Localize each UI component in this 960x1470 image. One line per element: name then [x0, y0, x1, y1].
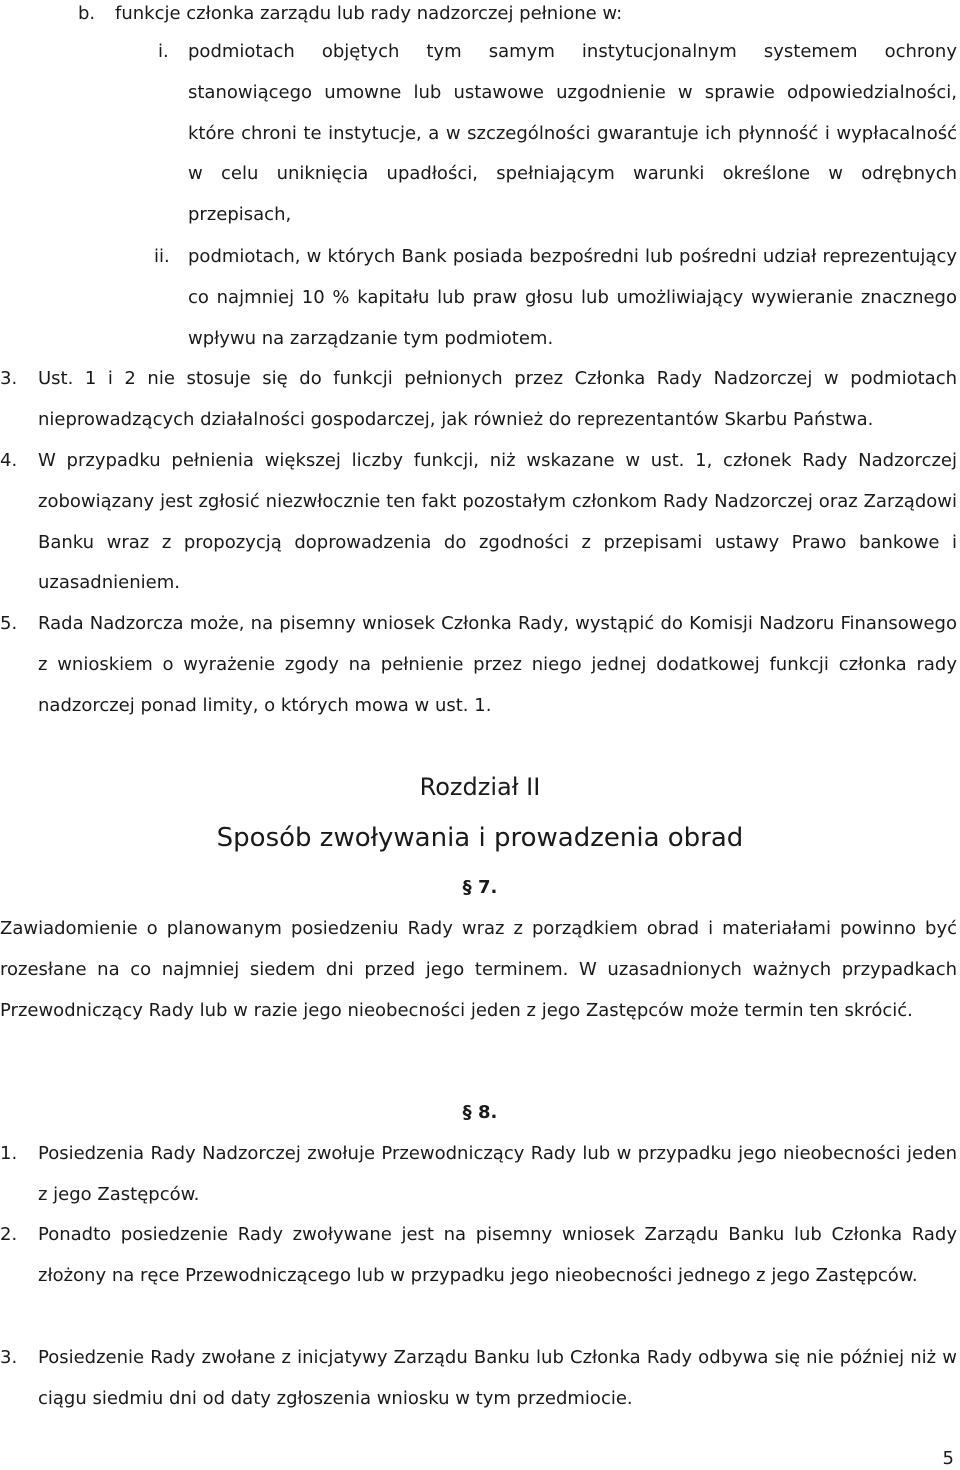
list-text: Posiedzenie Rady zwołane z inicjatywy Zarządu Banku lub Członka Rady odbywa się nie później niż w ciągu siedmiu dni od daty zgłoszenia wniosku w tym przedmiocie.	[38, 1347, 957, 1409]
list-item-b	[78, 0, 958, 28]
list-marker: ii.	[154, 246, 170, 267]
list-marker: i.	[158, 41, 169, 62]
list-text: funkcje członka zarządu lub rady nadzorczej pełnione w:	[115, 3, 623, 24]
chapter-heading: Rozdział II	[419, 773, 541, 801]
list-item-i	[158, 32, 957, 236]
section-8-label: § 8.	[462, 1102, 498, 1123]
list-marker: 3.	[0, 1347, 18, 1368]
list-marker: 1.	[0, 1143, 18, 1164]
section-7-paragraph: Zawiadomienie o planowanym posiedzeniu Rady wraz z porządkiem obrad i materiałami powinno być rozesłane na co najmniej siedem dni przed jego terminem. W uzasadnionych ważnych przypadkach Przewodniczący Rady lub w razie jego nieobecności jeden z jego Zastępców może termin ten skrócić.	[0, 918, 957, 1021]
list-marker: 3.	[0, 368, 18, 389]
chapter-title: Sposób zwoływania i prowadzenia obrad	[216, 823, 744, 853]
list-marker: b.	[78, 3, 96, 24]
list-text: Rada Nadzorcza może, na pisemny wniosek Członka Rady, wystąpić do Komisji Nadzoru Finansowego z wnioskiem o wyrażenie zgody na pełnienie przez niego jednej dodatkowej funkcji członka rady nadzorczej ponad limity, o których mowa w ust. 1.	[38, 613, 957, 716]
list-text: W przypadku pełnienia większej liczby funkcji, niż wskazane w ust. 1, członek Rady Nadzorczej zobowiązany jest zgłosić niezwłocznie ten fakt pozostałym członkom Rady Nadzorczej oraz Zarządowi Banku wraz z propozycją doprowadzenia do zgodności z przepisami ustawy Prawo bankowe i uzasadnieniem.	[38, 450, 957, 594]
list-item-ii	[154, 237, 957, 359]
list-text: Ust. 1 i 2 nie stosuje się do funkcji pełnionych przez Członka Rady Nadzorczej w podmiotach nieprowadzących działalności gospodarczej, jak również do reprezentantów Skarbu Państwa.	[38, 368, 957, 430]
list-marker: 5.	[0, 613, 18, 634]
list-text: Posiedzenia Rady Nadzorczej zwołuje Przewodniczący Rady lub w przypadku jego nieobecności jeden z jego Zastępców.	[38, 1143, 957, 1205]
list-text: podmiotach, w których Bank posiada bezpośredni lub pośredni udział reprezentujący co najmniej 10 % kapitału lub praw głosu lub umożliwiający wywieranie znacznego wpływu na zarządzanie tym podmiotem.	[188, 246, 957, 349]
section-7-label: § 7.	[462, 877, 498, 898]
section-8-item-2	[0, 1215, 957, 1297]
section-8-item-1	[0, 1134, 957, 1216]
list-marker: 2.	[0, 1224, 18, 1245]
list-text: Ponadto posiedzenie Rady zwoływane jest na pisemny wniosek Zarządu Banku lub Członka Rady złożony na ręce Przewodniczącego lub w przypadku jego nieobecności jednego z jego Zastępców.	[38, 1224, 957, 1286]
section-8-item-3	[0, 1338, 957, 1420]
list-marker: 4.	[0, 450, 18, 471]
page-number: 5	[942, 1448, 954, 1469]
list-item-4	[0, 441, 957, 604]
list-item-5	[0, 604, 957, 726]
list-text: podmiotach objętych tym samym instytucjonalnym systemem ochrony stanowiącego umowne lub ustawowe uzgodnienie w sprawie odpowiedzialności, które chroni te instytucje, a w szczególności gwarantuje ich płynność i wypłacalność w celu uniknięcia upadłości, spełniającym warunki określone w odrębnych przepisach,	[188, 41, 957, 226]
list-item-3	[0, 359, 957, 441]
